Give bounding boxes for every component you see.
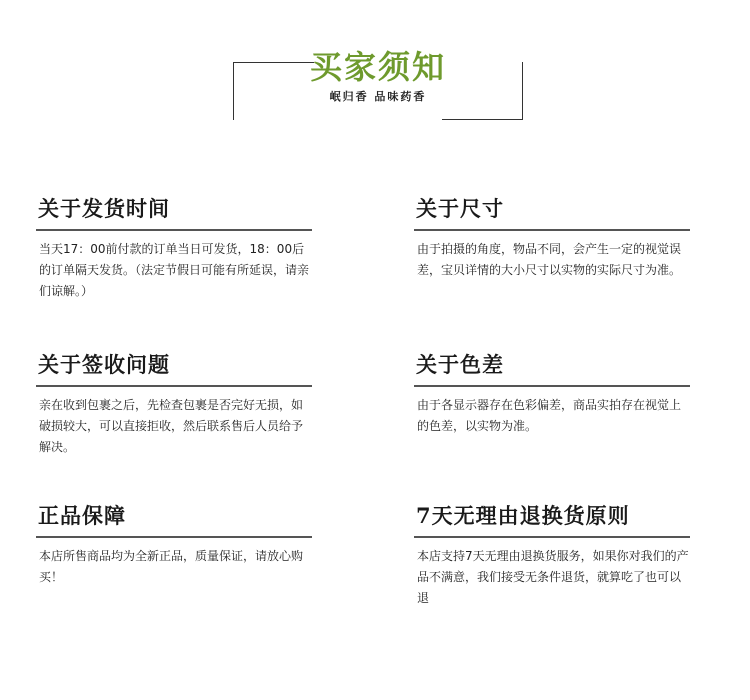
section-shipping-time <box>36 193 312 302</box>
section-text: 当天17：00前付款的订单当日可发货，18：00后的订单隔天发货。（法定节假日可能有所延误，请亲们谅解。） <box>39 242 310 298</box>
section-authenticity <box>36 500 312 588</box>
section-title: 关于发货时间 <box>36 193 312 231</box>
page-title: 买家须知 <box>309 48 446 86</box>
section-text: 由于各显示器存在色彩偏差，商品实拍存在视觉上的色差，以实物为准。 <box>417 398 682 433</box>
section-title: 关于签收问题 <box>36 349 312 387</box>
section-title: 7天无理由退换货原则 <box>414 500 690 538</box>
section-size <box>414 193 690 281</box>
page-subtitle: 岷归香 品味药香 <box>329 90 427 103</box>
section-text: 亲在收到包裹之后，先检查包裹是否完好无损，如破损较大，可以直接拒收，然后联系售后人员给予解决。 <box>39 398 304 454</box>
section-text: 本店所售商品均为全新正品，质量保证，请放心购买！ <box>39 549 304 584</box>
section-text: 本店支持7天无理由退换货服务，如果你对我们的产品不满意，我们接受无条件退货，就算吃了也可以退 <box>417 549 689 605</box>
notice-header <box>233 48 523 120</box>
section-title: 关于色差 <box>414 349 690 387</box>
section-receipt <box>36 349 312 458</box>
section-return-policy <box>414 500 690 609</box>
section-text: 由于拍摄的角度，物品不同，会产生一定的视觉误差，宝贝详情的大小尺寸以实物的实际尺寸为准。 <box>417 242 682 277</box>
section-title: 正品保障 <box>36 500 312 538</box>
section-title: 关于尺寸 <box>414 193 690 231</box>
section-color-difference <box>414 349 690 437</box>
